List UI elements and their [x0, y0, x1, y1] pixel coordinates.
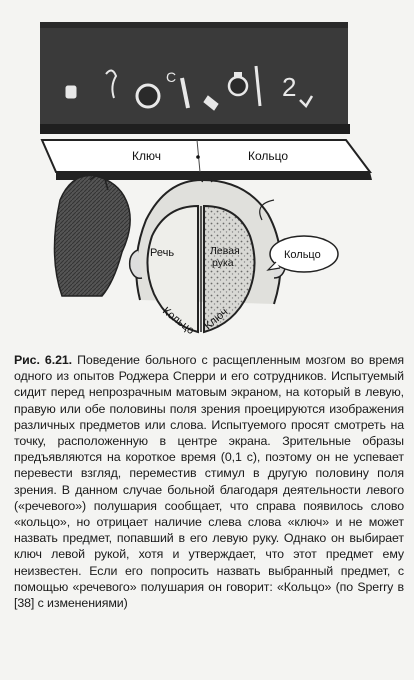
cabinet-back	[40, 22, 348, 132]
bubble-word: Кольцо	[284, 249, 321, 261]
brain-right-label-line2: рука	[212, 257, 234, 269]
cup-object	[66, 86, 76, 98]
ring-object	[137, 85, 159, 107]
shelf	[40, 124, 350, 134]
fixation-point	[196, 155, 200, 159]
figure-number: Рис. 6.21.	[14, 353, 72, 367]
screen	[42, 140, 370, 172]
brain-right-label-line1: Левая	[210, 245, 240, 257]
caption-text: Поведение больного с расщепленным мозгом во время одного из опытов Роджера Сперри и его сотрудников. Испытуемый сидит перед непрозрачным матовым экраном, на который в левую, правую или обе половины поля зрения проецируются изображения различных предметов или слова. Испытуемого просят смотреть на точку, расположенную в центре экрана. Зрительные образы предъявляются на короткое время (0,1 с), поэтому он не успевает перевести взгляд, переместив стимул в другую половину поля зрения. В данном случае больной благодаря деятельности левого («речевого») полушария сообщает, что справа появилось слово «кольцо», но отрицает наличие слева слова «ключ» и не может назвать предмет, попавший в его левую руку. Однако он выбирает ключ левой рукой, хотя и утверждает, что этот предмет ему неизвестен. Если его попросить назвать выбранный предмет, с помощью «речевого» полушария он говорит: «Кольцо» (по Sperry в [38] с изменениями)	[14, 353, 405, 611]
left-hand	[54, 176, 130, 297]
svg-text:2: 2	[282, 72, 297, 102]
glass-object	[229, 77, 247, 95]
brain-left-label: Речь	[150, 247, 175, 259]
screen-right-word: Кольцо	[248, 149, 289, 163]
figure-caption	[14, 352, 404, 611]
brain-right-bottom-label: Ключ	[202, 306, 231, 333]
brain-left-bottom-label: Кольцо	[160, 304, 197, 337]
screen-left-word: Ключ	[132, 149, 161, 163]
svg-text:C: C	[166, 69, 177, 85]
